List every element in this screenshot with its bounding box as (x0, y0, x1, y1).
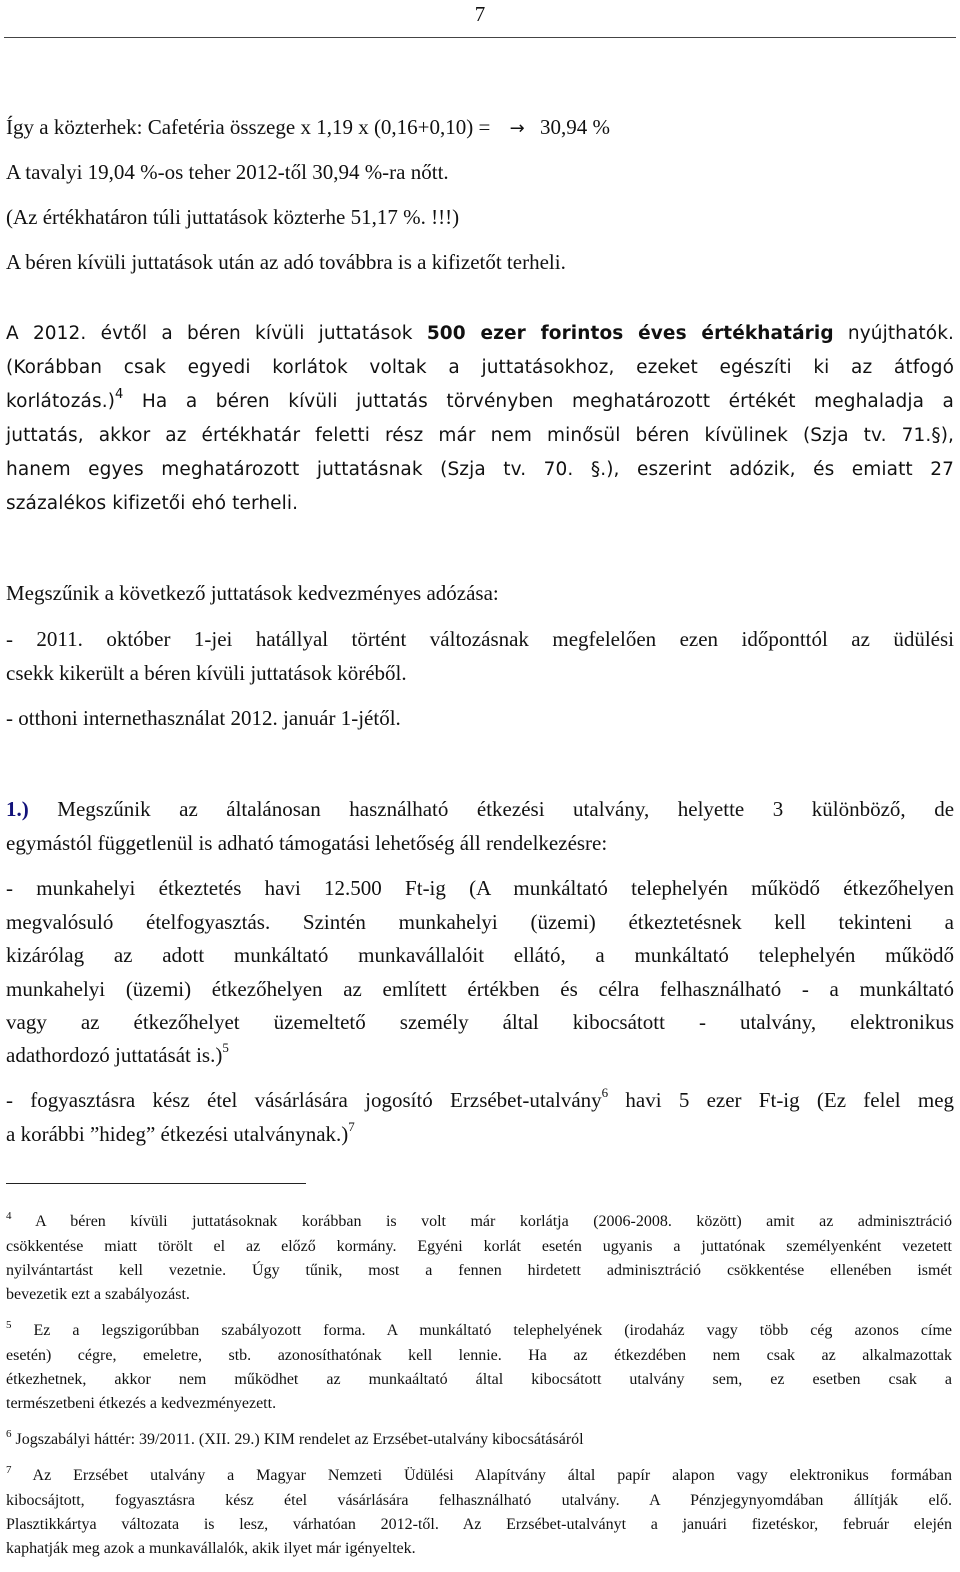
arrow-icon: → (509, 118, 525, 139)
footnote-ref: 6 (601, 1085, 609, 1100)
text-line: A béren kívüli juttatások után az adó továbbra is a kifizetőt terheli. (6, 250, 566, 274)
text-line (6, 1040, 954, 1067)
text-line (6, 797, 954, 821)
footnote-ref: 7 (348, 1119, 355, 1134)
footnote-line: Plasztikkártya változata is lesz, várhatóan 2012-től. Az Erzsébet-utalványt a januári fizetéskor, február elején (6, 1516, 952, 1533)
footnote-ref: 4 (115, 386, 124, 402)
page-number: 7 (474, 2, 486, 26)
text-span: adathordozó juttatását is.) (6, 1043, 223, 1067)
formula-text: Így a közterhek: Cafetéria összege x 1,19 x (0,16+0,10) = (6, 115, 491, 139)
text-span: nyújthatók. (847, 323, 954, 344)
section-heading: Megszűnik a következő juttatások kedvezményes adózása: (6, 581, 499, 605)
text-span: Ez a legszigorúbban szabályozott forma. A munkáltató telephelyének (irodaház vagy több cég azonos címe (33, 1322, 953, 1339)
footnote-line: kibocsájtott, fogyasztásra kész étel vásárlására felhasználható utalvány. A Pénzjegynyomdában állítják elő. (6, 1492, 952, 1509)
text-line: (Korábban csak egyedi korlátok voltak a juttatásokhoz, ezeket egészíti ki az átfogó (6, 357, 954, 378)
text-line: A tavalyi 19,04 %-os teher 2012-től 30,94 %-ra nőtt. (6, 160, 449, 184)
footnote-number: 6 (6, 1427, 12, 1440)
text-line (6, 386, 954, 414)
footnote-line: nyilvántartást kell vezetnie. Úgy tűnik, most a fennen hirdetett adminisztráció csökkentése ellenében ismét (6, 1262, 952, 1279)
text-line: - 2011. október 1-jei hatállyal történt változásnak megfelelően ezen időponttól az üdülési (6, 627, 954, 651)
text-span: a korábbi ”hideg” étkezési utalványnak.) (6, 1122, 349, 1146)
footnote-line: esetén) cégre, emeletre, stb. azonosíthatónak kell lennie. Ha az étkezdében nem csak az alkalmazottak (6, 1347, 952, 1364)
footnote-ref: 5 (222, 1040, 229, 1055)
item-number: 1.) (6, 797, 29, 821)
text-span: A 2012. évtől a béren kívüli juttatások (6, 323, 413, 344)
footnote-number: 5 (6, 1318, 12, 1331)
formula-result: 30,94 % (539, 115, 610, 139)
text-line: csekk kikerült a béren kívüli juttatások köréből. (6, 661, 407, 685)
text-span: A béren kívüli juttatásoknak korábban is volt már korlátja (2006-2008. között) amit az adminisztráció (35, 1213, 952, 1230)
text-span: Jogszabályi háttér: 39/2011. (XII. 29.) KIM rendelet az Erzsébet-utalvány kibocsátásáról (15, 1431, 584, 1448)
text-span: korlátozás.) (6, 391, 116, 412)
text-span: havi 5 ezer Ft-ig (Ez felel meg (625, 1088, 955, 1112)
footnote-line: természetbeni étkezés a kedvezményezett. (6, 1395, 277, 1412)
text-line: munkahelyi (üzemi) étkezőhelyen az említett értékben és célra felhasználható - a munkáltató (6, 977, 954, 1001)
bold-highlight: 500 ezer forintos éves értékhatárig (426, 323, 834, 344)
text-span: Megszűnik az általánosan használható étkezési utalvány, helyette 3 különböző, de (57, 797, 955, 821)
text-line: hanem egyes meghatározott juttatásnak (Szja tv. 70. §.), eszerint adózik, és emiatt 27 (6, 459, 954, 480)
footnote-line: bevezetik ezt a szabályozást. (6, 1286, 190, 1303)
header-rule (4, 37, 956, 38)
footnote-number: 7 (6, 1463, 12, 1476)
footnote-line (6, 1463, 952, 1486)
footnote-line (6, 1427, 952, 1450)
text-line: juttatás, akkor az értékhatár feletti rész már nem minősül béren kívülinek (Szja tv. 71.§), (6, 425, 954, 446)
footnote-line (6, 1209, 952, 1232)
text-span: Ha a béren kívüli juttatás törvényben meghatározott értékét meghaladja a (141, 391, 954, 412)
text-line (6, 1085, 955, 1112)
text-line: százalékos kifizetői ehó terheli. (6, 493, 299, 514)
footnote-rule (6, 1183, 306, 1184)
text-line: - otthoni internethasználat 2012. január 1-jétől. (6, 706, 401, 730)
text-line: vagy az étkezőhelyet üzemeltető személy által kibocsátott - utalvány, elektronikus (6, 1010, 954, 1034)
text-span: - fogyasztásra kész étel vásárlására jogosító Erzsébet-utalvány (6, 1088, 602, 1112)
text-line: megvalósuló ételfogyasztás. Szintén munkahelyi (üzemi) étkeztetésnek kell tekinteni a (6, 910, 954, 934)
formula-line (6, 115, 954, 141)
footnote-line: kaphatják meg azok a munkavállalók, akik ilyet már igényeltek. (6, 1540, 416, 1557)
text-line: kizárólag az adott munkáltató munkavállalóit ellátó, a munkáltató telephelyén működő (6, 943, 954, 967)
text-line: - munkahelyi étkeztetés havi 12.500 Ft-ig (A munkáltató telephelyén működő étkezőhelyen (6, 876, 954, 900)
text-span: Az Erzsébet utalvány a Magyar Nemzeti Üdülési Alapítvány által papír alapon vagy elektronikus formában (32, 1467, 952, 1484)
footnote-line: étkezhetnek, akkor nem működhet az munkaáltató által kibocsátott utalvány sem, ez esetben csak a (6, 1371, 952, 1388)
footnote-line (6, 1318, 953, 1341)
text-line: (Az értékhatáron túli juttatások közterhe 51,17 %. !!!) (6, 205, 460, 229)
footnote-number: 4 (6, 1209, 12, 1222)
text-line (6, 322, 954, 346)
text-line (6, 1119, 954, 1146)
text-line: egymástól függetlenül is adható támogatási lehetőség áll rendelkezésre: (6, 831, 608, 855)
footnote-line: csökkentése miatt törölt el az előző kormány. Egyéni korlát esetén ugyanis a juttatónak személyenként vezetett (6, 1238, 952, 1255)
